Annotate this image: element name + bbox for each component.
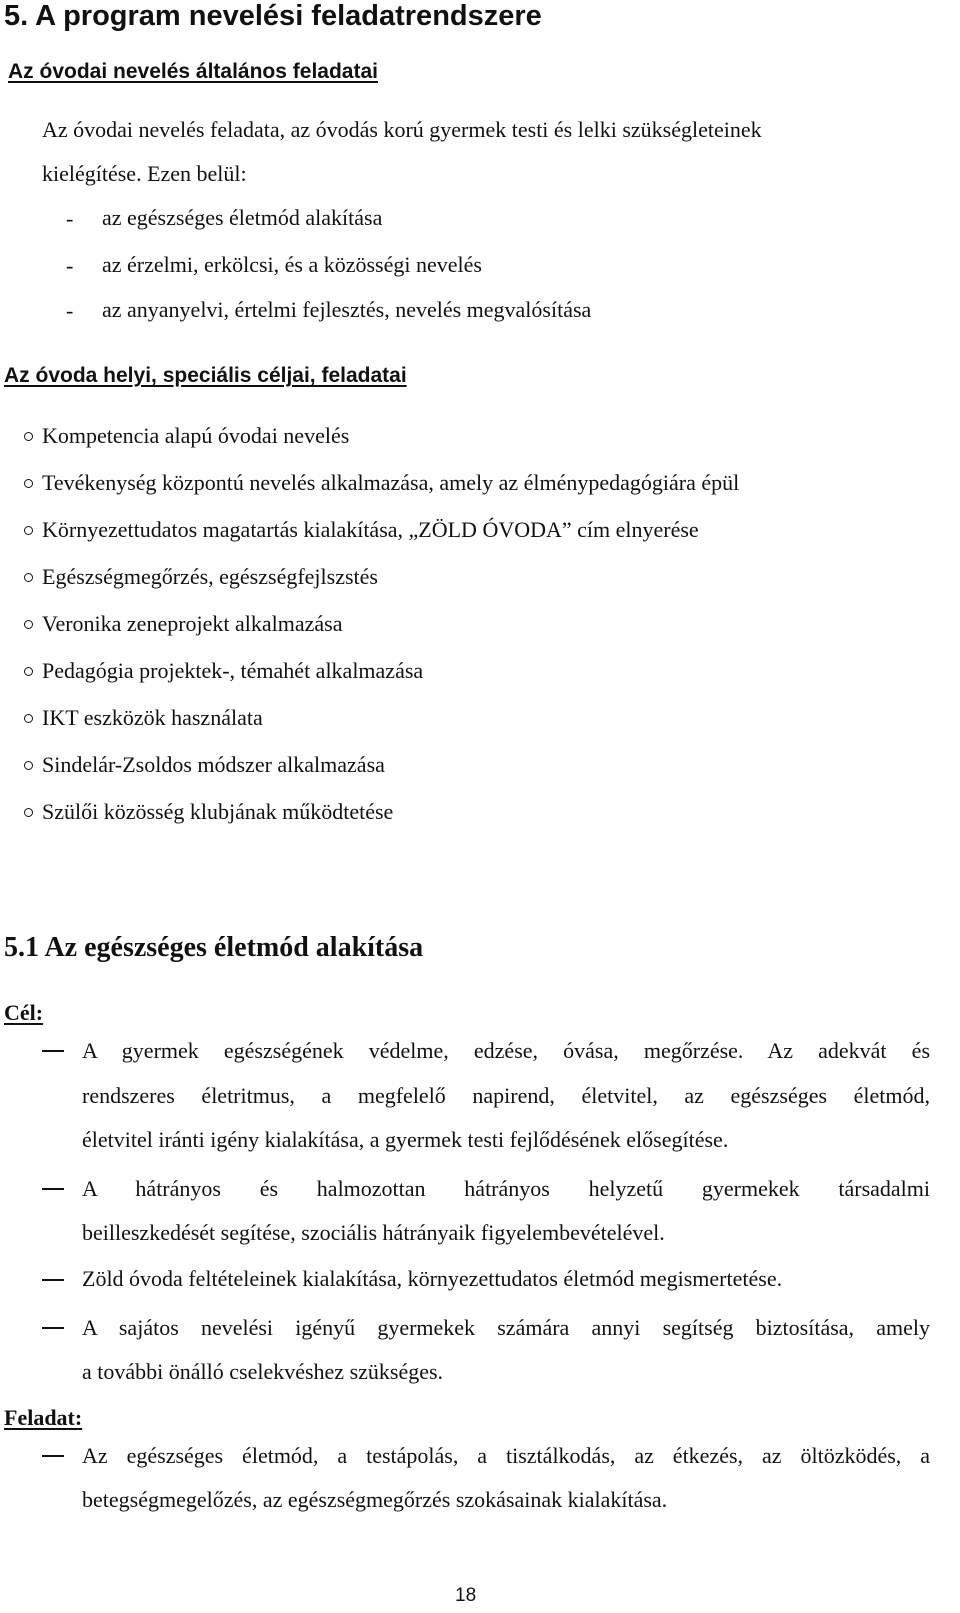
task-line: Az egészséges életmód, a testápolás, a tisztálkodás, az étkezés, az öltözködés, a [82, 1443, 930, 1468]
goal-line: rendszeres életritmus, a megfelelő napirend, életvitel, az egészséges életmód, [82, 1083, 930, 1108]
page-title: 5. A program nevelési feladatrendszere [4, 0, 542, 32]
local-item: Tevékenység központú nevelés alkalmazása, amely az élménypedagógiára épül [42, 470, 740, 495]
intro-line-1: Az óvodai nevelés feladata, az óvodás korú gyermek testi és lelki szükségleteinek [42, 117, 762, 142]
task-line: betegségmegelőzés, az egészségmegőrzés szokásainak kialakítása. [82, 1487, 668, 1512]
goal-label: Cél: [4, 1000, 44, 1025]
dash-icon [42, 1327, 64, 1329]
bullet-icon [24, 620, 33, 629]
task-label: Feladat: [4, 1405, 83, 1430]
bullet-icon [24, 526, 33, 535]
section-title: 5.1 Az egészséges életmód alakítása [4, 932, 424, 963]
goal-line: a további önálló cselekvéshez szükséges. [82, 1359, 444, 1384]
local-item: Egészségmegőrzés, egészségfejlszstés [42, 564, 378, 589]
dash-marker: - [66, 298, 74, 323]
general-item: az egészséges életmód alakítása [102, 205, 383, 230]
bullet-icon [24, 667, 33, 676]
goal-line: A gyermek egészségének védelme, edzése, óvása, megőrzése. Az adekvát és [82, 1038, 930, 1063]
dash-icon [42, 1455, 64, 1457]
goal-line: beilleszkedését segítése, szociális hátrányaik figyelembevételével. [82, 1220, 665, 1245]
dash-marker: - [66, 253, 74, 278]
dash-icon [42, 1279, 64, 1281]
bullet-icon [24, 432, 33, 441]
local-item: Pedagógia projektek-, témahét alkalmazása [42, 658, 424, 683]
bullet-icon [24, 761, 33, 770]
general-item: az érzelmi, erkölcsi, és a közösségi nevelés [102, 252, 482, 277]
local-item: IKT eszközök használata [42, 705, 263, 730]
dash-icon [42, 1050, 64, 1052]
local-item: Sindelár-Zsoldos módszer alkalmazása [42, 752, 385, 777]
bullet-icon [24, 714, 33, 723]
intro-line-2: kielégítése. Ezen belül: [42, 161, 247, 186]
goal-line: A sajátos nevelési igényű gyermekek számára annyi segítség biztosítása, amely [82, 1315, 930, 1340]
local-item: Környezettudatos magatartás kialakítása, „ZÖLD ÓVODA” cím elnyerése [42, 517, 699, 542]
goal-line: A hátrányos és halmozottan hátrányos helyzetű gyermekek társadalmi [82, 1176, 930, 1201]
general-heading: Az óvodai nevelés általános feladatai [8, 60, 378, 83]
goal-line: életvitel iránti igény kialakítása, a gyermek testi fejlődésének elősegítése. [82, 1127, 729, 1152]
dash-icon [42, 1188, 64, 1190]
bullet-icon [24, 479, 33, 488]
local-item: Szülői közösség klubjának működtetése [42, 799, 394, 824]
goal-line: Zöld óvoda feltételeinek kialakítása, környezettudatos életmód megismertetése. [82, 1266, 783, 1291]
general-item: az anyanyelvi, értelmi fejlesztés, nevelés megvalósítása [102, 297, 592, 322]
dash-marker: - [66, 206, 74, 231]
local-item: Veronika zeneprojekt alkalmazása [42, 611, 343, 636]
local-heading: Az óvoda helyi, speciális céljai, feladatai [4, 364, 407, 387]
bullet-icon [24, 808, 33, 817]
local-item: Kompetencia alapú óvodai nevelés [42, 423, 350, 448]
bullet-icon [24, 573, 33, 582]
page-number: 18 [455, 1585, 477, 1606]
